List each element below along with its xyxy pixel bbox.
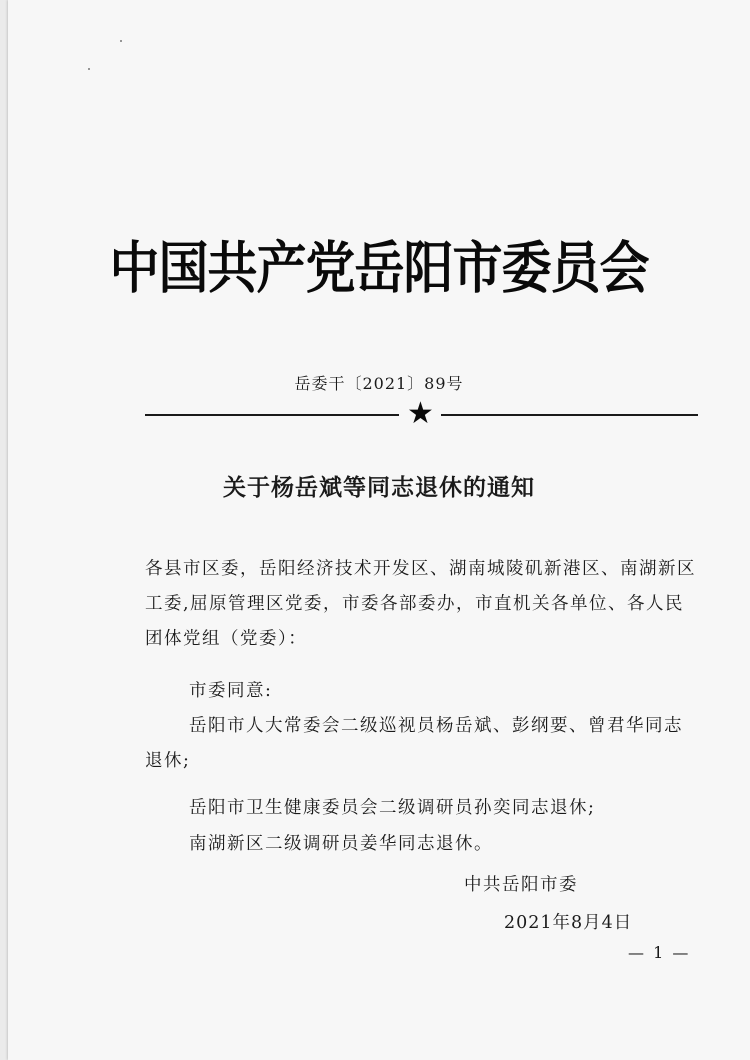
signer: 中共岳阳市委 [464, 875, 578, 895]
divider-line-left [145, 414, 399, 416]
document-number: 岳委干〔2021〕89号 [294, 374, 464, 393]
divider-line-right [441, 414, 698, 416]
page-number: — 1 — [628, 943, 691, 962]
issue-date: 2021年8月4日 [504, 913, 633, 933]
document-page [8, 0, 750, 1060]
star-icon: ★ [407, 396, 434, 431]
recipients-paragraph: 各县市区委，岳阳经济技术开发区、湖南城陵矶新港区、南湖新区工委,屈原管理区党委，市委各部委办，市直机关各单位、各人民团体党组（党委）： [145, 559, 696, 649]
body-paragraph: 市委同意: [189, 681, 273, 701]
scan-speck [88, 68, 90, 70]
body-paragraph: 岳阳市人大常委会二级巡视员杨岳斌、彭纲要、曾君华同志退休; [145, 716, 683, 771]
issuer-header: 中国共产党岳阳市委员会 [109, 236, 649, 301]
notice-title: 关于杨岳斌等同志退休的通知 [223, 475, 535, 501]
scan-speck [120, 40, 122, 42]
body-paragraph: 岳阳市卫生健康委员会二级调研员孙奕同志退休; [189, 798, 596, 818]
header-divider [145, 396, 698, 431]
body-paragraph: 南湖新区二级调研员姜华同志退休。 [189, 834, 493, 854]
